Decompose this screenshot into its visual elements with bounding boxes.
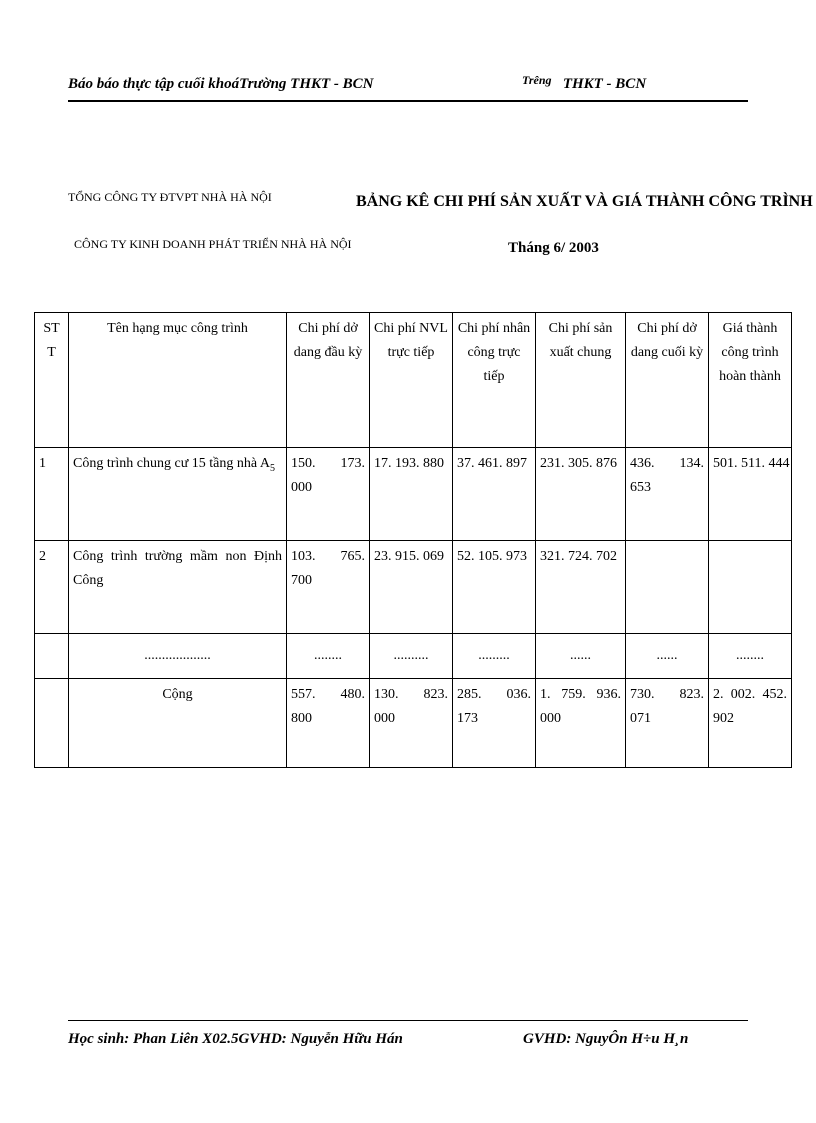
value-part: 557.: [291, 687, 316, 702]
total-stt: [35, 679, 69, 768]
report-month: Tháng 6/ 2003: [508, 240, 599, 256]
value-part: 436.: [630, 456, 655, 471]
value-part: 823.: [679, 687, 704, 702]
dots-labor: .........: [453, 634, 536, 679]
cost-table: [34, 312, 792, 768]
page-footer: [68, 1020, 748, 1061]
total-overhead: [536, 679, 626, 768]
dots-opening: ........: [287, 634, 370, 679]
parent-company-name: TỔNG CÔNG TY ĐTVPT NHÀ HÀ NỘI: [68, 190, 272, 204]
total-material: [370, 679, 453, 768]
row-overhead-cost: 231. 305. 876: [536, 448, 626, 541]
value-part: 000: [374, 711, 395, 726]
total-labor: [453, 679, 536, 768]
value-part: 036.: [506, 687, 531, 702]
value-part: 000: [540, 711, 561, 726]
dots-cost: ........: [709, 634, 792, 679]
value-part: 700: [291, 573, 312, 588]
row-material-cost: 17. 193. 880: [370, 448, 453, 541]
header-material-cost: Chi phí NVL trực tiếp: [370, 313, 453, 448]
value-part: 902: [713, 711, 734, 726]
dots-overhead: ......: [536, 634, 626, 679]
footer-left-text: Học sinh: Phan Liên X02.5GVHD: Nguyễn Hữu Hán: [68, 1031, 403, 1047]
footer-right-text: GVHD: NguyÔn H÷u H¸n: [523, 1031, 689, 1047]
value-part: 730.: [630, 687, 655, 702]
row-item-name-line: Công: [73, 573, 104, 588]
row-completed-cost: [709, 541, 792, 634]
row-labor-cost: 52. 105. 973: [453, 541, 536, 634]
value-part: 173: [457, 711, 478, 726]
row-closing-wip: [626, 448, 709, 541]
value-part: 134.: [679, 456, 704, 471]
header-left-text: Báo báo thực tập cuối khoáTrường THKT - BCN: [68, 76, 374, 92]
row-closing-wip: [626, 541, 709, 634]
row-labor-cost: 37. 461. 897: [453, 448, 536, 541]
value-part: 103.: [291, 549, 316, 564]
value-part: 1.: [540, 687, 551, 702]
value-part: 285.: [457, 687, 482, 702]
value-part: 150.: [291, 456, 316, 471]
dots-material: ..........: [370, 634, 453, 679]
row-item-name-line: Công trình trường mầm non Định: [73, 549, 282, 564]
header-right-label: THKT - BCN: [562, 76, 647, 92]
value-part: 130.: [374, 687, 399, 702]
row-opening-wip: [287, 448, 370, 541]
total-label: Cộng: [69, 679, 287, 768]
table-total-row: [35, 679, 792, 768]
value-part: 653: [630, 480, 651, 495]
header-stt: ST T: [35, 313, 69, 448]
header-overhead-cost: Chi phí sản xuất chung: [536, 313, 626, 448]
total-cost: [709, 679, 792, 768]
row-overhead-cost: 321. 724. 702: [536, 541, 626, 634]
value-part: 765.: [340, 549, 365, 564]
value-part: 2.: [713, 687, 724, 702]
total-opening: [287, 679, 370, 768]
row-opening-wip: [287, 541, 370, 634]
header-labor-cost: Chi phí nhân công trực tiếp: [453, 313, 536, 448]
table-header-row: [35, 313, 792, 448]
value-part: 800: [291, 711, 312, 726]
header-closing-wip: Chi phí dở dang cuối kỳ: [626, 313, 709, 448]
row-completed-cost: 501. 511. 444: [709, 448, 792, 541]
total-closing: [626, 679, 709, 768]
value-part: 480.: [340, 687, 365, 702]
header-item-name: Tên hạng mục công trình: [69, 313, 287, 448]
header-right-prefix: Trêng: [522, 73, 552, 87]
row-stt: 1: [35, 448, 69, 541]
value-part: 000: [291, 480, 312, 495]
value-part: 452.: [762, 687, 787, 702]
page-header: [68, 70, 748, 102]
table-row: [35, 541, 792, 634]
value-part: 002.: [730, 687, 756, 702]
header-opening-wip: Chi phí dở dang đầu kỳ: [287, 313, 370, 448]
table-row-ellipsis: [35, 634, 792, 679]
value-part: 071: [630, 711, 651, 726]
report-title: BẢNG KÊ CHI PHÍ SẢN XUẤT VÀ GIÁ THÀNH CÔNG TRÌNH: [356, 193, 813, 210]
dots-closing: ......: [626, 634, 709, 679]
row-item-name: [69, 448, 287, 541]
header-right-text: [522, 73, 647, 93]
company-name: CÔNG TY KINH DOANH PHÁT TRIỂN NHÀ HÀ NỘI: [74, 237, 352, 251]
row-item-name: [69, 541, 287, 634]
value-part: 759.: [561, 687, 586, 702]
value-part: 936.: [596, 687, 621, 702]
row-stt: 2: [35, 541, 69, 634]
dots-item-name: ...................: [69, 634, 287, 679]
row-material-cost: 23. 915. 069: [370, 541, 453, 634]
value-part: 173.: [340, 456, 365, 471]
row-item-name-text: Công trình chung cư 15 tầng nhà A: [73, 456, 270, 471]
row-item-name-subscript: 5: [269, 462, 275, 474]
value-part: 823.: [423, 687, 448, 702]
dots-stt: [35, 634, 69, 679]
table-row: [35, 448, 792, 541]
header-completed-cost: Giá thành công trình hoàn thành: [709, 313, 792, 448]
